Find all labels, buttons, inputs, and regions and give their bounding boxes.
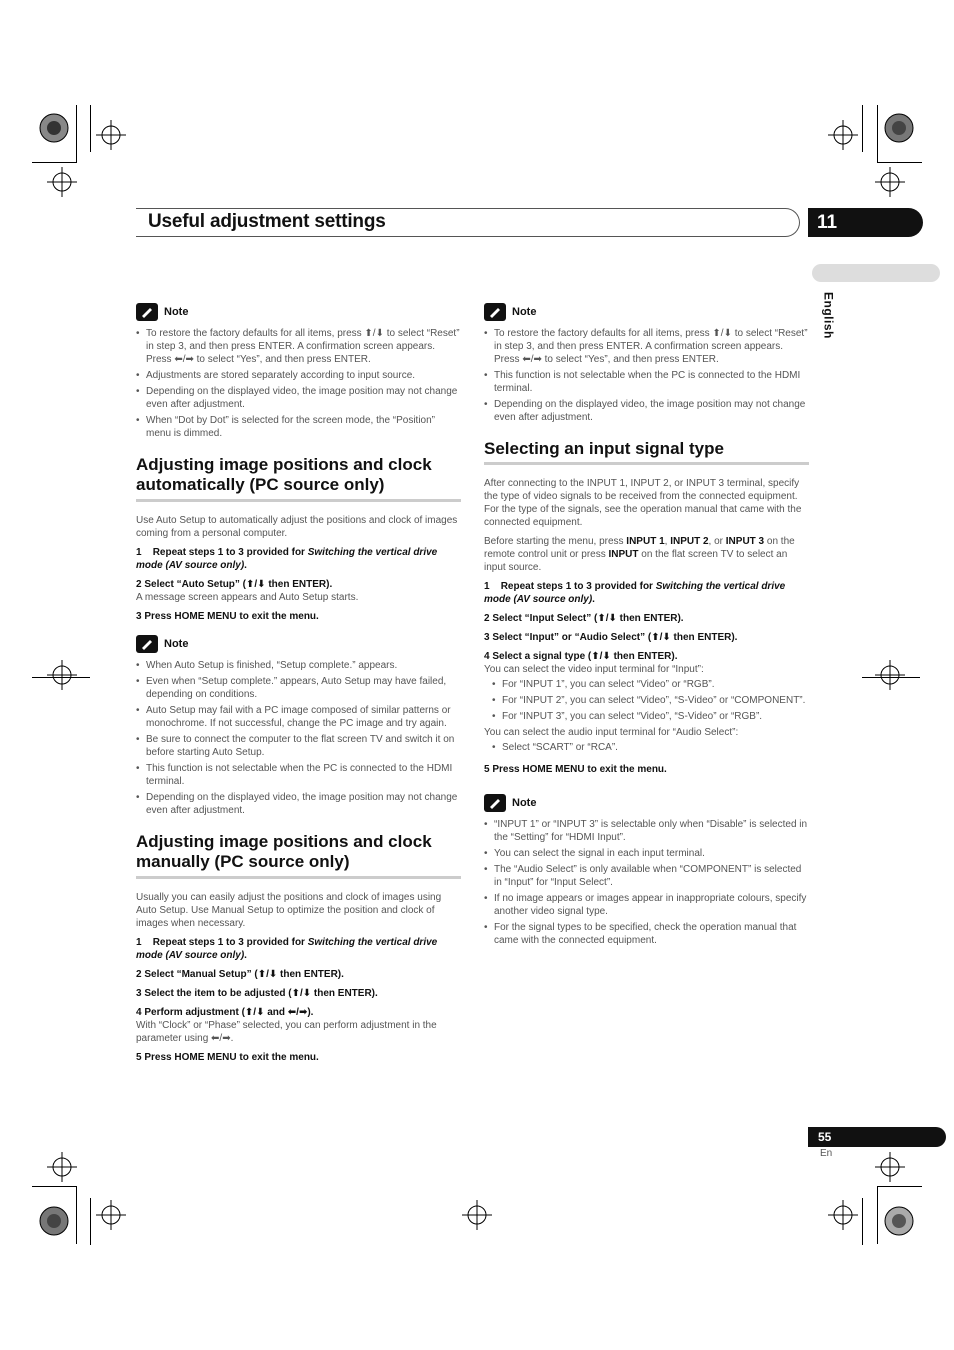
list-item: • For “INPUT 2”, you can select “Video”, “S-Video” or “COMPONENT”. [492,694,809,707]
step-2: 2 Select “Manual Setup” (⬆/⬇ then ENTER). [136,968,344,980]
page-number: 55 [808,1127,946,1147]
crosshair-icon [828,120,858,150]
list-item: • For “INPUT 1”, you can select “Video” or “RGB”. [492,678,809,691]
step-1: 1 Repeat steps 1 to 3 provided for Switching the vertical drive mode (AV source only). [484,581,786,606]
pencil-note-icon [484,794,506,812]
pencil-note-icon [136,303,158,321]
chapter-number: 11 [808,208,923,237]
list-item: • Depending on the displayed video, the image position may not change even after adjustment. [136,385,461,411]
crosshair-icon [96,120,126,150]
language-tab [812,264,940,282]
note-header [484,794,809,812]
list-item: • When Auto Setup is finished, “Setup complete.” appears. [136,659,461,672]
pencil-note-icon [484,303,506,321]
left-column [136,303,461,1064]
crosshair-icon [47,1152,77,1182]
note-label: Note [164,305,189,318]
step-2-sub: A message screen appears and Auto Setup starts. [136,591,359,603]
note-list [136,327,461,440]
right-column [484,303,809,950]
section-intro: Use Auto Setup to automatically adjust the positions and clock of images coming from a personal computer. [136,514,458,539]
step-3: 3 Select “Input” or “Audio Select” (⬆/⬇ then ENTER). [484,632,738,644]
chapter-title: Useful adjustment settings [148,211,386,232]
section-heading: Selecting an input signal type [484,439,809,465]
list-item: • Adjustments are stored separately according to input source. [136,369,461,382]
crosshair-icon [875,167,905,197]
video-input-list [492,678,809,723]
list-item: • This function is not selectable when the PC is connected to the HDMI terminal. [136,762,461,788]
step-1: 1 Repeat steps 1 to 3 provided for Switching the vertical drive mode (AV source only). [136,936,438,961]
note-header [484,303,809,321]
registration-wheel-icon [883,112,915,144]
crosshair-icon [462,1200,492,1230]
list-item: • Depending on the displayed video, the image position may not change even after adjustment. [484,398,809,424]
section-heading: Adjusting image positions and clock manually (PC source only) [136,832,461,879]
crosshair-icon [96,1200,126,1230]
list-item: • For the signal types to be specified, check the operation manual that came with the connected equipment. [484,921,809,947]
crosshair-icon [47,660,77,690]
note-label: Note [512,797,537,810]
step-5: 5 Press HOME MENU to exit the menu. [136,1051,319,1063]
note-list [484,818,809,947]
pencil-note-icon [136,635,158,653]
step-3: 3 Select the item to be adjusted (⬆/⬇ then ENTER). [136,987,378,999]
list-item: • Depending on the displayed video, the image position may not change even after adjustment. [136,791,461,817]
list-item: • Select “SCART” or “RCA”. [492,741,809,754]
section-heading: Adjusting image positions and clock automatically (PC source only) [136,455,461,502]
crosshair-icon [47,167,77,197]
page-lang-code: En [820,1148,833,1159]
list-item: • “INPUT 1” or “INPUT 3” is selectable only when “Disable” is selected in the “Setting” for “HDMI Input”. [484,818,809,844]
list-item: • Be sure to connect the computer to the flat screen TV and switch it on before starting Auto Setup. [136,733,461,759]
language-label: English [821,292,836,339]
step-5: 5 Press HOME MENU to exit the menu. [484,764,667,776]
step-3: 3 Press HOME MENU to exit the menu. [136,610,319,622]
note-label: Note [164,637,189,650]
crosshair-icon [875,1152,905,1182]
audio-sub: You can select the audio input terminal for “Audio Select”: [484,727,739,739]
section-intro: After connecting to the INPUT 1, INPUT 2, or INPUT 3 terminal, specify the type of video signals to be received from the connected equipment. For the type of the signals, see the operation manual that came with the connected equipment. [484,478,802,529]
note-list [136,659,461,817]
list-item: • For “INPUT 3”, you can select “Video”, “S-Video” or “RGB”. [492,710,809,723]
list-item: • You can select the signal in each input terminal. [484,847,809,860]
list-item: • Even when “Setup complete.” appears, Auto Setup may have failed, depending on conditions. [136,675,461,701]
crosshair-icon [828,1200,858,1230]
note-label: Note [512,305,537,318]
note-header [136,303,461,321]
audio-input-list [492,741,809,754]
step-4-sub: With “Clock” or “Phase” selected, you can perform adjustment in the parameter using ⬅/➡. [136,1019,437,1044]
section-intro-2: Before starting the menu, press INPUT 1, INPUT 2, or INPUT 3 on the remote control unit or press INPUT on the flat screen TV to select an input source. [484,536,795,574]
list-item: • When “Dot by Dot” is selected for the screen mode, the “Position” menu is dimmed. [136,414,461,440]
section-intro: Usually you can easily adjust the positions and clock of images using Auto Setup. Use Manual Setup to optimize the position and clock of images when necessary. [136,891,442,929]
list-item: • Auto Setup may fail with a PC image composed of similar patterns or monochrome. If not successful, change the PC image and try again. [136,704,461,730]
step-4: 4 Select a signal type (⬆/⬇ then ENTER). [484,651,678,663]
step-4: 4 Perform adjustment (⬆/⬇ and ⬅/➡). [136,1006,314,1018]
crosshair-icon [875,660,905,690]
note-list [484,327,809,424]
list-item: • The “Audio Select” is only available when “COMPONENT” is selected in “Input” for “Input Select”. [484,863,809,889]
list-item: • To restore the factory defaults for all items, press ⬆/⬇ to select “Reset” in step 3, and then press ENTER. A confirmation screen appears. Press ⬅/➡ to select “Yes”, and then press ENTER. [484,327,809,366]
registration-wheel-icon [38,1205,70,1237]
list-item: • This function is not selectable when the PC is connected to the HDMI terminal. [484,369,809,395]
step-1: 1 Repeat steps 1 to 3 provided for Switching the vertical drive mode (AV source only). [136,546,438,571]
registration-wheel-icon [38,112,70,144]
step-2: 2 Select “Input Select” (⬆/⬇ then ENTER). [484,613,684,625]
registration-wheel-icon [883,1205,915,1237]
step-2: 2 Select “Auto Setup” (⬆/⬇ then ENTER). [136,578,333,590]
note-header [136,635,461,653]
step-4-sub: You can select the video input terminal for “Input”: [484,664,704,676]
list-item: • If no image appears or images appear in inappropriate colours, specify another video signal type. [484,892,809,918]
list-item: • To restore the factory defaults for all items, press ⬆/⬇ to select “Reset” in step 3, and then press ENTER. A confirmation screen appears. Press ⬅/➡ to select “Yes”, and then press ENTER. [136,327,461,366]
